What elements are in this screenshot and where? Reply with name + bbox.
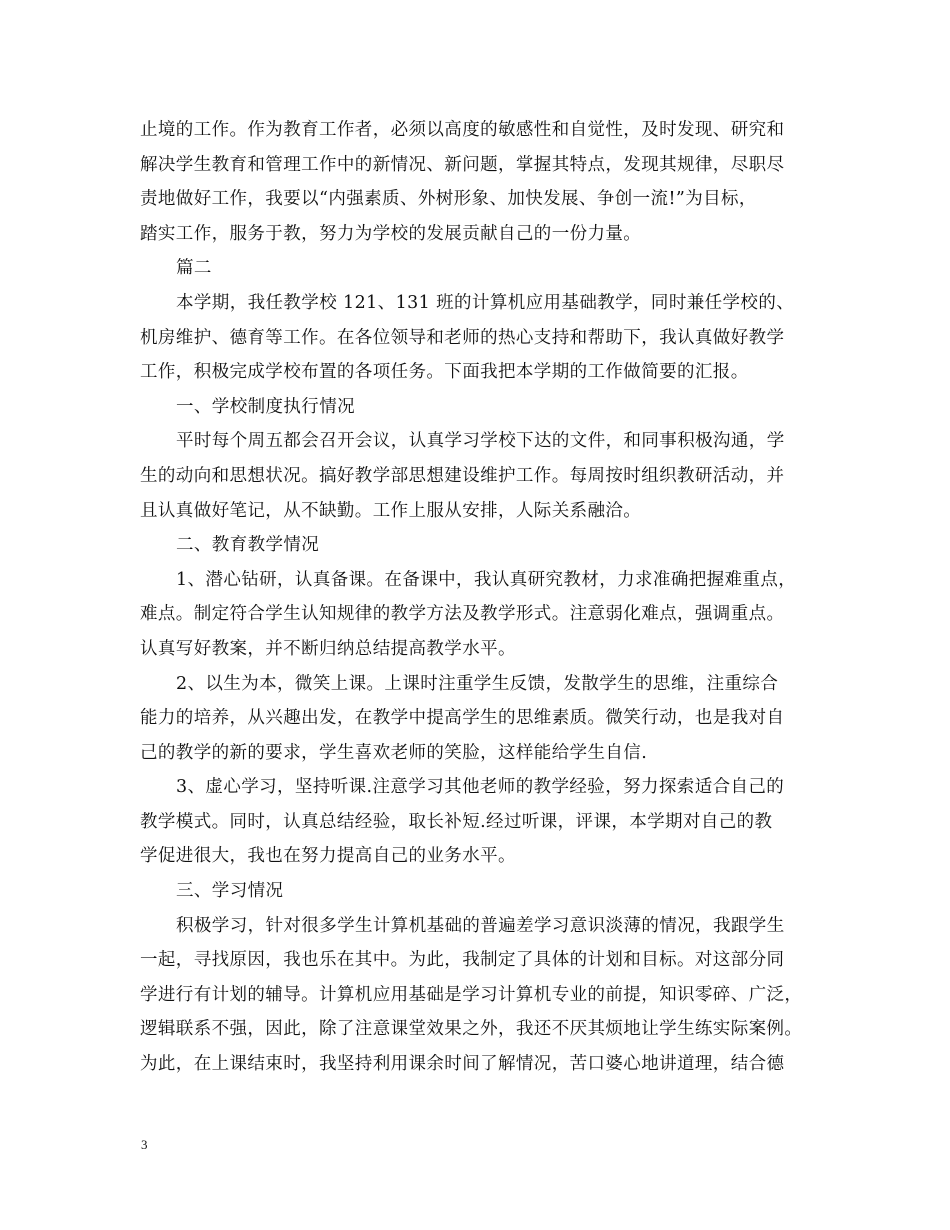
paragraph-start-line: 篇二: [176, 258, 212, 279]
paragraph-line: 工作，积极完成学校布置的各项任务。下面我把本学期的工作做简要的汇报。: [140, 362, 749, 383]
paragraph-start-line: 2、以生为本，微笑上课。上课时注重学生反馈，发散学生的思维，注重综合: [176, 673, 779, 694]
page-number: 3: [141, 1137, 148, 1152]
paragraph-start-line: 本学期，我任教学校 121、131 班的计算机应用基础教学，同时兼任学校的、: [176, 292, 795, 313]
paragraph-line: 己的教学的新的要求，学生喜欢老师的笑脸，这样能给学生自信.: [140, 742, 648, 763]
paragraph-line: 能力的培养，从兴趣出发，在教学中提高学生的思维素质。微笑行动，也是我对自: [140, 708, 785, 729]
paragraph-start-line: 二、教育教学情况: [176, 535, 320, 556]
paragraph-start-line: 1、潜心钻研，认真备课。在备课中，我认真研究教材，力求准确把握难重点，: [176, 569, 797, 590]
paragraph-line: 逻辑联系不强，因此，除了注意课堂效果之外，我还不厌其烦地让学生练实际案例。: [140, 1019, 803, 1040]
paragraph-start-line: 三、学习情况: [176, 881, 284, 902]
paragraph-start-line: 3、虚心学习，坚持听课.注意学习其他老师的教学经验，努力探索适合自己的: [176, 777, 785, 798]
paragraph-line: 踏实工作，服务于教，努力为学校的发展贡献自己的一份力量。: [140, 223, 642, 244]
paragraph-line: 难点。制定符合学生认知规律的教学方法及教学形式。注意弱化难点，强调重点。: [140, 604, 785, 625]
paragraph-line: 生的动向和思想状况。搞好教学部思想建设维护工作。每周按时组织教研活动，并: [140, 465, 785, 486]
paragraph-line: 学进行有计划的辅导。计算机应用基础是学习计算机专业的前提，知识零碎、广泛，: [140, 984, 803, 1005]
paragraph-line: 止境的工作。作为教育工作者，必须以高度的敏感性和自觉性，及时发现、研究和: [140, 120, 785, 140]
paragraph-start-line: 平时每个周五都会召开会议，认真学习学校下达的文件，和同事积极沟通，学: [176, 431, 785, 452]
paragraph-line: 一起，寻找原因，我也乐在其中。为此，我制定了具体的计划和目标。对这部分同: [140, 950, 785, 971]
document-body: [140, 113, 825, 1082]
paragraph-line: 且认真做好笔记，从不缺勤。工作上服从安排，人际关系融洽。: [140, 500, 642, 521]
paragraph-line: 为此，在上课结束时，我坚持利用课余时间了解情况，苦口婆心地讲道理，结合德: [140, 1054, 785, 1075]
paragraph-line: 认真写好教案，并不断归纳总结提高教学水平。: [140, 638, 516, 659]
paragraph-start-line: 一、学校制度执行情况: [176, 396, 355, 417]
paragraph-start-line: 积极学习，针对很多学生计算机基础的普遍差学习意识淡薄的情况，我跟学生: [176, 915, 785, 936]
paragraph-line: 机房维护、德育等工作。在各位领导和老师的热心支持和帮助下，我认真做好教学: [140, 327, 785, 348]
paragraph-line: 学促进很大，我也在努力提高自己的业务水平。: [140, 846, 516, 867]
paragraph-line: 解决学生教育和管理工作中的新情况、新问题，掌握其特点，发现其规律，尽职尽: [140, 154, 785, 175]
paragraph-line: 责地做好工作，我要以“内强素质、外树形象、加快发展、争创一流!”为目标，: [140, 189, 757, 210]
paragraph-line: 教学模式。同时，认真总结经验，取长补短.经过听课，评课，本学期对自己的教: [140, 811, 773, 832]
